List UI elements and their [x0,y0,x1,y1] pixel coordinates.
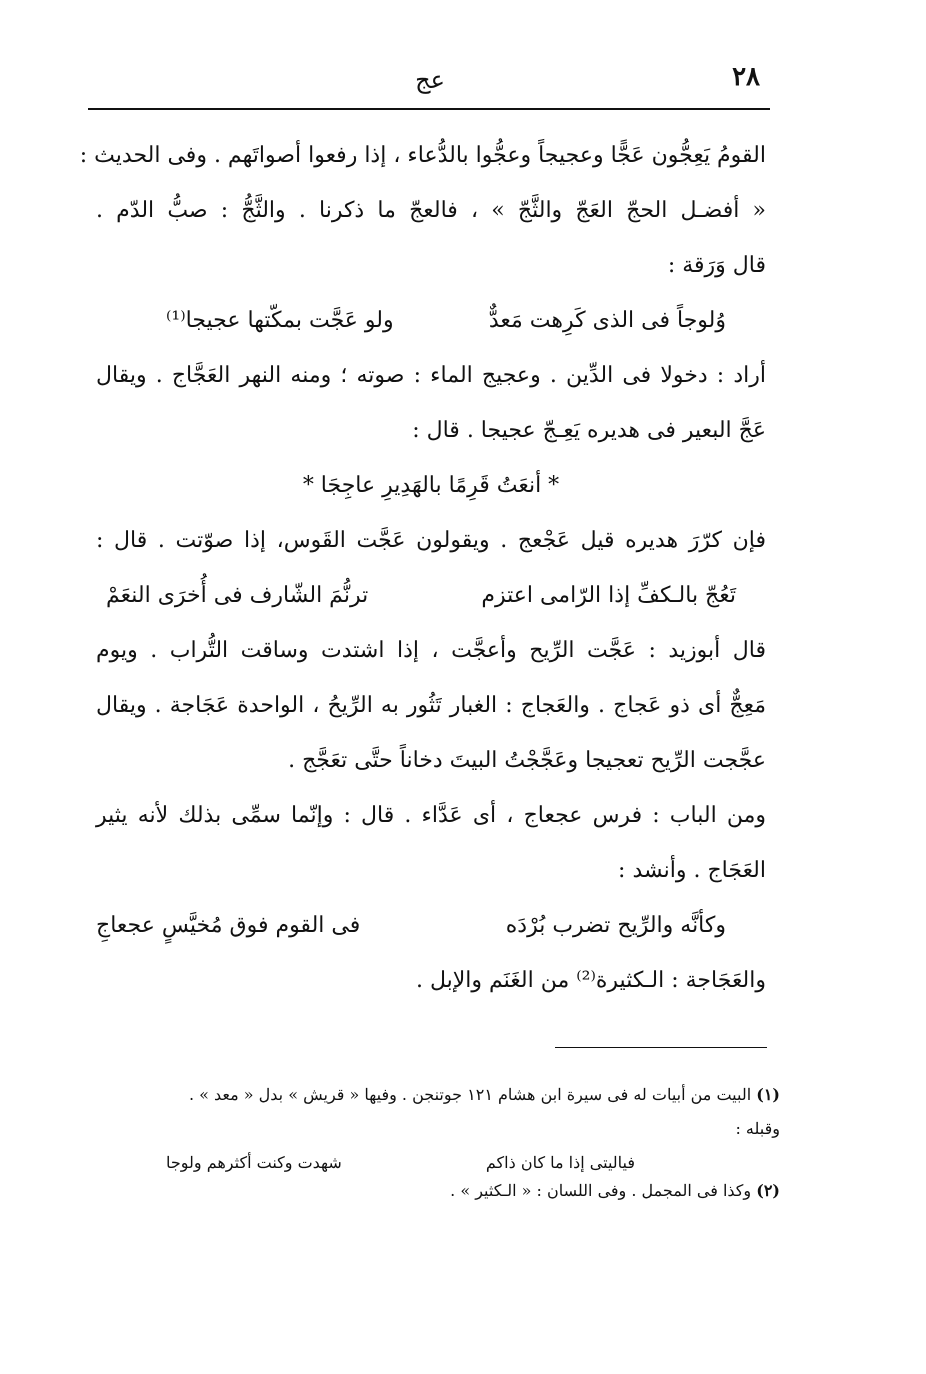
text-line: فإن كرّرَ هديره قيل عَجْعج . ويقولون عَجَّت القَوس، إذا صوّتت . قال : [96,528,766,553]
text-line: قال أبوزيد : عَجَّت الرِّيح وأعجَّت ، إذا اشتدت وساقت التُّراب . ويوم [96,638,766,663]
hemistich-second: ترنُّمَ الشّارف فى أُخرَى النعَمْ [106,583,369,608]
text-line: القومُ يَعِجُّون عَجًّا وعجيجاً وعجُّوا بالدُّعاء ، إذا رفعوا أصواتَهم . وفى الحديث : [79,143,766,168]
text-line: عجَّجت الرِّيح تعجيجا وعَجَّجْتُ البيتَ دخاناً حتَّى تعَجَّج . [288,748,766,773]
footnote-hemistich-second: شهدت وكنت أكثرهم ولوجا [166,1153,342,1172]
page-number: ٢٨ [732,62,760,92]
header-rule [88,108,770,110]
text-line: والعَجَاجة : الـكثيرة⁽²⁾ من الغَنَم والإبل . [415,968,766,993]
footnote-text: البيت من أبيات له فى سيرة ابن هشام ١٢١ جوتنجن . وفيها « قريش » بدل « معد » . [188,1085,752,1104]
rajaz-verse: * أنعَتُ قَرِمًا بالهَدِيرِ عاجِجَا * [302,473,560,498]
main-text [79,128,766,1008]
text-line: مَعِجٌّ أى ذو عَجاج . والعَجاج : الغبار تَثُور به الرِّيحُ ، الواحدة عَجَاجة . ويقال [96,693,766,718]
hemistich-first: وكأنَّه والرِّيح تضرب بُرْدَه [505,913,726,938]
text-line: « أفضـل الحجّ العَجّ والثَّجّ » ، فالعجّ ما ذكرنا . والثَّجُّ : صبُّ الدّم . [96,198,766,223]
text-line: عَجَّ البعير فى هديره يَعِـجّ عجيجا . قال : [412,418,766,443]
footnote-1 [96,1078,780,1112]
footnote-rule [555,1047,767,1048]
text-line: ومن الباب : فرس عجعاج ، أى عَدَّاء . قال : وإنّما سمِّى بذلك لأنه يثير [96,803,766,828]
hemistich-first: تَعُجّ بالـكفِّ إذا الرّامى اعتزم [481,583,736,608]
footnote-number: (٢) [756,1181,780,1200]
hemistich-second: فى القوم فوق مُخيَّسٍ عجعاجِ [96,913,361,938]
hemistich-second: ولو عَجَّت بمكّتها عجيجا⁽¹⁾ [166,308,394,333]
running-head: عج [415,66,445,94]
hemistich-first: وُلوجاً فى الذى كَرِهت مَعدٌّ [488,308,726,333]
footnote-text: وكذا فى المجمل . وفى اللسان : « الـكثير » . [450,1181,752,1200]
verse-line [96,568,766,623]
footnotes [96,1078,780,1208]
verse-line [96,293,766,348]
verse-line [96,898,766,953]
text-line: قال وَرَقة : [667,253,766,278]
footnote-hemistich-first: فياليتى إذا ما كان ذاكم [485,1153,635,1172]
footnote-1-continuation: وقبله : [735,1119,780,1138]
verse-line [96,458,766,513]
page-header [90,60,770,104]
text-line: أراد : دخولا فى الدِّين . وعجيج الماء : صوته ؛ ومنه النهر العَجَّاج . ويقال [96,363,766,388]
footnote-number: (١) [756,1085,780,1104]
text-line: العَجَاج . وأنشد : [618,858,766,883]
